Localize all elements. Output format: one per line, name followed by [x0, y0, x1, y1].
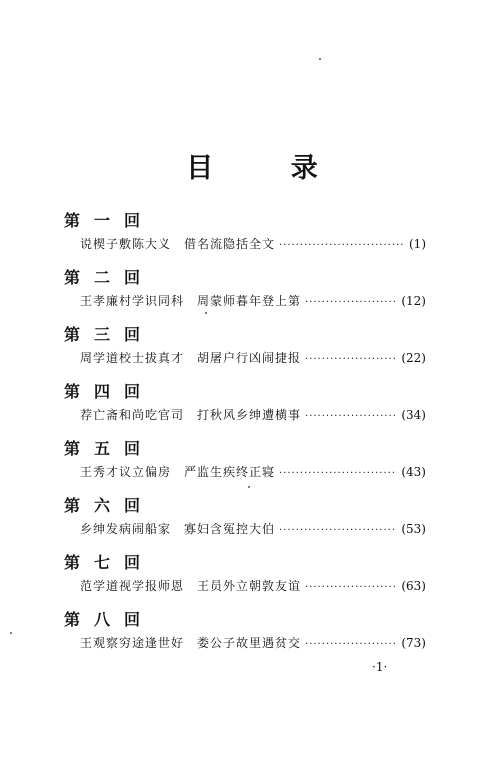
dot-leader: [305, 297, 397, 308]
page-number: (34): [401, 408, 426, 422]
chapter-number: 第五回: [64, 439, 155, 458]
toc-entry-2: [0, 265, 504, 315]
dot-leader: [305, 639, 397, 650]
toc-entry-3: [0, 322, 504, 372]
toc-entry-7: [0, 550, 504, 600]
scan-speck: [10, 632, 12, 634]
chapter-title: 荐亡斋和尚吃官司 打秋风乡绅遭横事: [80, 408, 302, 422]
chapter-title: 说楔子敷陈大义 借名流隐括全文: [80, 237, 276, 251]
scan-speck: [319, 58, 321, 60]
page-number: (12): [401, 294, 426, 308]
toc-entry-5: [0, 436, 504, 486]
dot-leader: [305, 354, 397, 365]
chapter-title: 范学道视学报师恩 王员外立朝敦友谊: [80, 579, 302, 593]
page-number: (73): [401, 636, 426, 650]
dot-leader: [279, 240, 405, 251]
page-number: (1): [409, 237, 426, 251]
dot-leader: [279, 525, 397, 536]
folio-page-number: ·1·: [372, 660, 388, 674]
chapter-number: 第七回: [64, 553, 155, 572]
chapter-number: 第四回: [64, 382, 155, 401]
toc-entry-4: [0, 379, 504, 429]
page-number: (22): [401, 351, 426, 365]
chapter-title: 周学道校士拔真才 胡屠户行凶闹捷报: [80, 351, 302, 365]
dot-leader: [279, 468, 397, 479]
chapter-number: 第六回: [64, 496, 155, 515]
dot-leader: [305, 582, 397, 593]
page-title: 目 录: [186, 153, 352, 184]
chapter-title: 乡绅发病闹船家 寡妇含冤控大伯: [80, 522, 276, 536]
chapter-title: 王观察穷途逢世好 娄公子故里遇贫交: [80, 636, 302, 650]
chapter-number: 第八回: [64, 610, 155, 629]
chapter-title: 王孝廉村学识同科 周蒙师暮年登上第: [80, 294, 302, 308]
toc-entry-8: [0, 607, 504, 657]
chapter-title: 王秀才议立偏房 严监生疾终正寝: [80, 465, 276, 479]
toc-entry-6: [0, 493, 504, 543]
toc-entry-1: [0, 208, 504, 258]
chapter-number: 第一回: [64, 211, 155, 230]
page-number: (53): [401, 522, 426, 536]
chapter-number: 第二回: [64, 268, 155, 287]
chapter-number: 第三回: [64, 325, 155, 344]
page-number: (43): [401, 465, 426, 479]
scan-speck: [205, 312, 207, 314]
dot-leader: [305, 411, 397, 422]
page-number: (63): [401, 579, 426, 593]
scan-speck: [248, 486, 250, 488]
